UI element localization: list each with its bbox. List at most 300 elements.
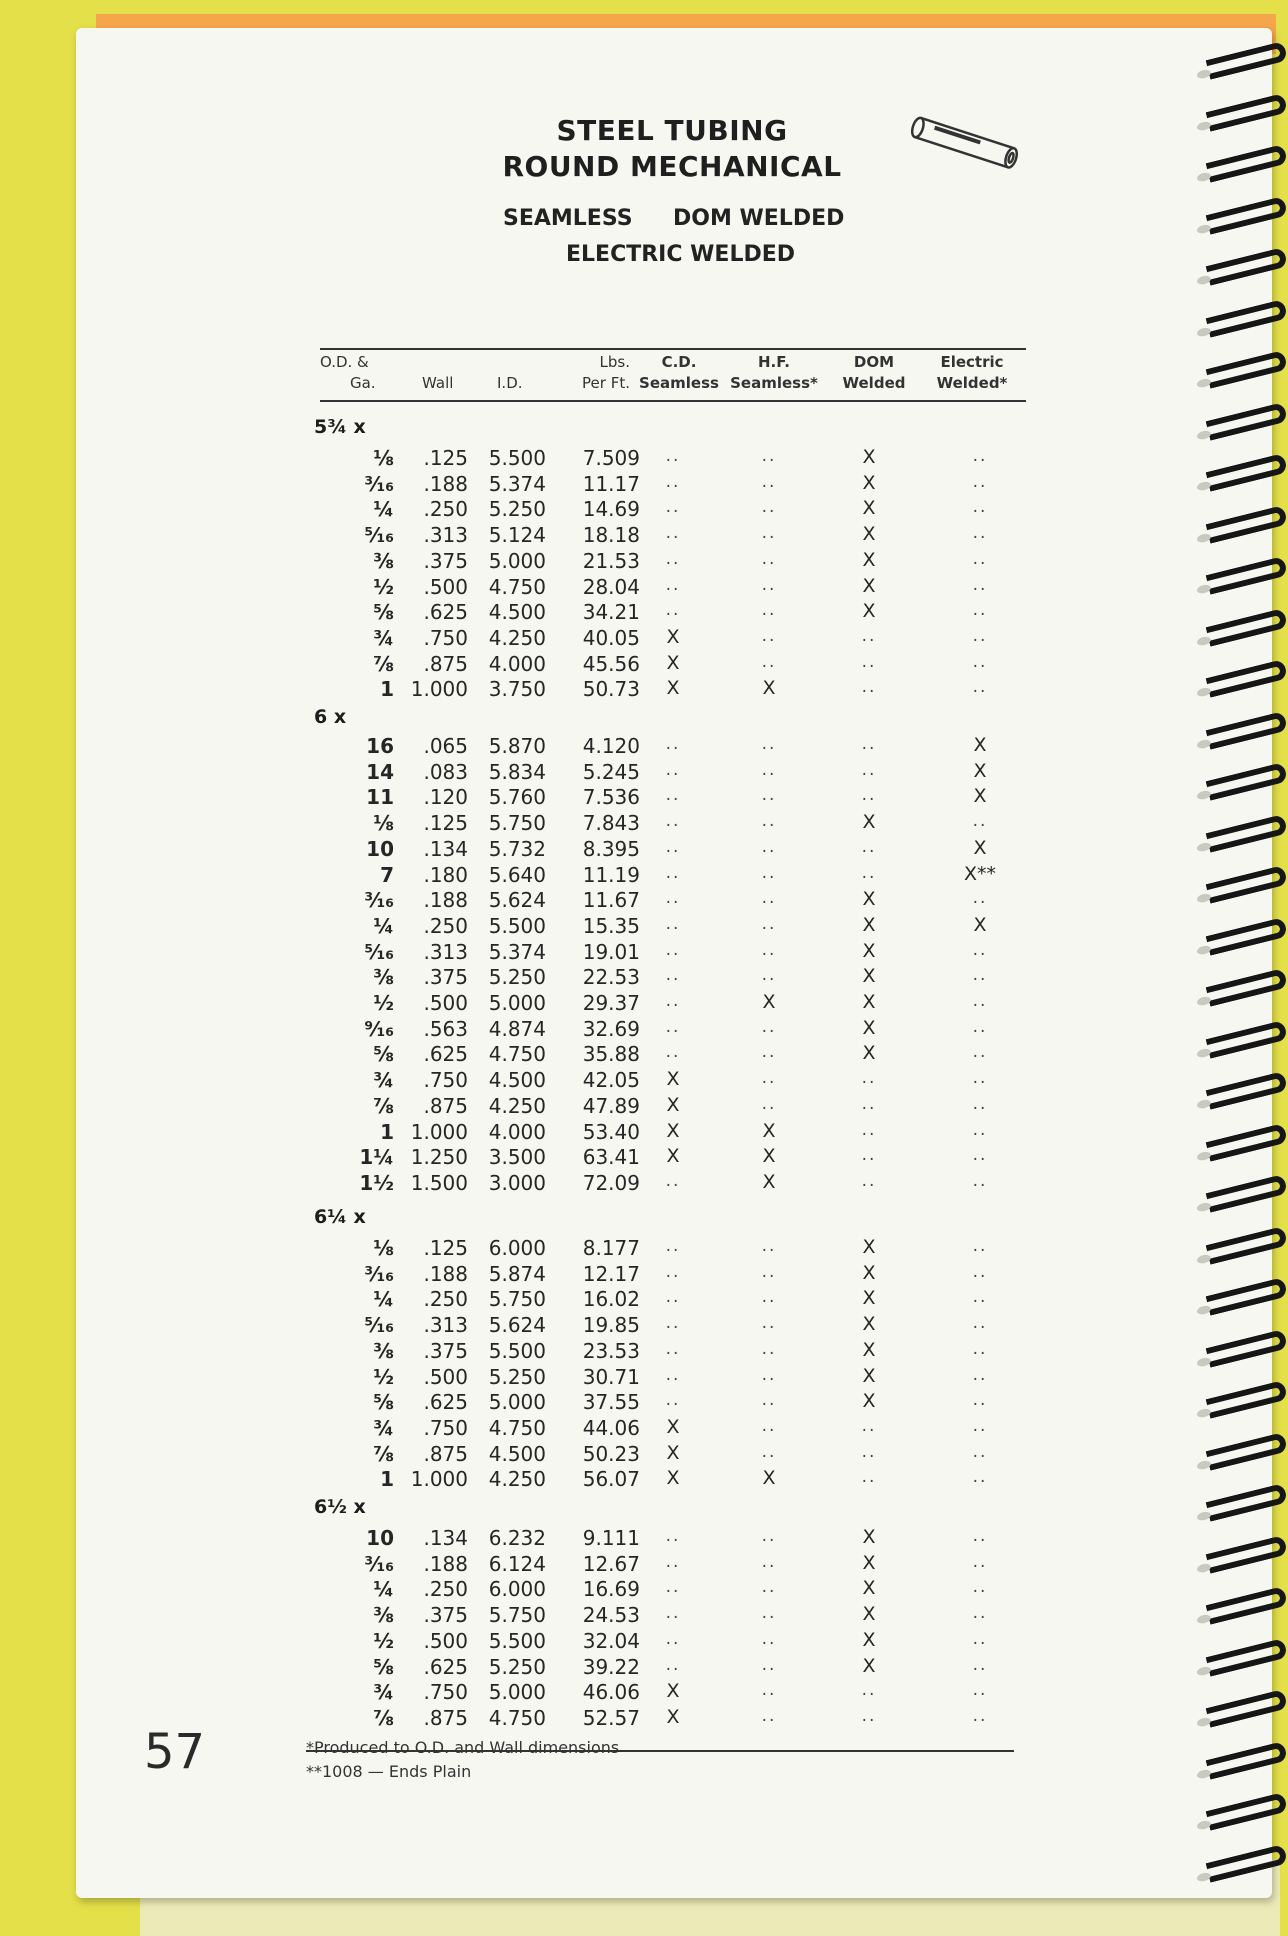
dom-welded-cell: X	[862, 471, 876, 494]
od-cell: ⅝	[373, 1390, 394, 1415]
cd-seamless-cell: ..	[665, 600, 681, 621]
id-cell: 5.750	[488, 811, 546, 836]
hf-seamless-cell: ..	[761, 446, 777, 466]
header-bottom-rule	[320, 400, 1026, 402]
hf-seamless-cell: ..	[761, 1415, 777, 1436]
cd-seamless-cell: ..	[665, 836, 681, 857]
electric-welded-cell: ..	[972, 1364, 988, 1385]
od-cell: ⅜	[373, 548, 394, 573]
cd-seamless-cell: ..	[665, 759, 681, 780]
electric-welded-cell: ..	[972, 1526, 988, 1546]
id-cell: 5.870	[488, 734, 546, 758]
od-cell: 11	[366, 785, 394, 810]
id-cell: 5.500	[488, 1338, 546, 1363]
dom-welded-cell: X	[862, 991, 876, 1013]
electric-welded-cell: ..	[972, 1093, 988, 1114]
dom-welded-cell: X	[862, 1261, 876, 1284]
od-cell: ³⁄₁₆	[364, 888, 394, 913]
electric-welded-cell: ..	[972, 1313, 988, 1334]
hf-seamless-cell: ..	[761, 836, 777, 857]
wall-cell: .500	[423, 574, 468, 599]
electric-welded-cell: ..	[972, 651, 988, 672]
dom-welded-cell: X	[862, 523, 876, 546]
weight-cell: 46.06	[582, 1680, 640, 1705]
hf-seamless-cell: ..	[761, 574, 777, 595]
hf-seamless-cell: ..	[761, 888, 777, 909]
col-lbs-header: Lbs. Per Ft.	[582, 353, 630, 392]
cd-seamless-cell: ..	[665, 1236, 681, 1256]
electric-welded-cell: ..	[972, 1390, 988, 1411]
hf-seamless-cell: X	[762, 1119, 776, 1142]
dom-welded-cell: X	[862, 888, 876, 911]
wall-cell: .750	[423, 1415, 468, 1440]
wall-cell: .180	[423, 862, 468, 887]
weight-cell: 40.05	[582, 625, 640, 650]
od-cell: ⅛	[373, 446, 394, 470]
cd-seamless-cell: X	[666, 1068, 680, 1091]
wall-cell: .188	[423, 471, 468, 496]
hf-seamless-cell: ..	[761, 1287, 777, 1308]
weight-cell: 12.17	[582, 1261, 640, 1286]
weight-cell: 16.69	[582, 1577, 640, 1602]
hf-seamless-cell: ..	[761, 471, 777, 492]
hf-seamless-cell: ..	[761, 1261, 777, 1282]
weight-cell: 30.71	[582, 1364, 640, 1389]
id-cell: 5.834	[488, 759, 546, 784]
weight-cell: 24.53	[582, 1603, 640, 1628]
group-label: 6 x	[314, 706, 347, 728]
footnote-produced: *Produced to O.D. and Wall dimensions	[306, 1738, 620, 1757]
electric-welded-cell: ..	[972, 1441, 988, 1462]
od-cell: ¾	[373, 1415, 394, 1440]
dom-welded-cell: ..	[861, 1145, 877, 1166]
dom-welded-cell: X	[862, 939, 876, 962]
wall-cell: 1.000	[410, 677, 468, 702]
hf-seamless-cell: ..	[761, 1441, 777, 1462]
weight-cell: 12.67	[582, 1551, 640, 1576]
cd-seamless-cell: X	[666, 1119, 680, 1142]
cd-seamless-cell: ..	[665, 862, 681, 883]
cd-seamless-cell: X	[666, 1441, 680, 1464]
electric-welded-cell: X	[973, 913, 987, 936]
od-cell: ½	[373, 991, 394, 1015]
wall-cell: 1.000	[410, 1467, 468, 1492]
dom-welded-cell: X	[862, 1236, 876, 1258]
wall-cell: .313	[423, 939, 468, 964]
hf-seamless-cell: ..	[761, 1705, 777, 1726]
od-cell: 16	[366, 734, 394, 758]
dom-welded-cell: X	[862, 1390, 876, 1413]
hf-seamless-cell: ..	[761, 548, 777, 569]
dom-welded-cell: X	[862, 913, 876, 936]
table-top-rule	[320, 348, 1026, 350]
id-cell: 3.000	[488, 1170, 546, 1195]
cd-seamless-cell: ..	[665, 523, 681, 544]
weight-cell: 5.245	[582, 759, 640, 784]
od-cell: ½	[373, 1364, 394, 1389]
id-cell: 4.500	[488, 1068, 546, 1093]
id-cell: 5.500	[488, 446, 546, 470]
od-cell: ¼	[373, 913, 394, 938]
wall-cell: .375	[423, 965, 468, 990]
hf-seamless-cell: ..	[761, 523, 777, 544]
od-cell: ½	[373, 1628, 394, 1653]
cd-seamless-cell: ..	[665, 574, 681, 595]
cd-seamless-cell: ..	[665, 1338, 681, 1359]
cd-seamless-cell: X	[666, 1705, 680, 1728]
hf-seamless-cell: ..	[761, 600, 777, 621]
wall-cell: .188	[423, 1261, 468, 1286]
hf-seamless-cell: ..	[761, 1313, 777, 1334]
dom-welded-cell: X	[862, 965, 876, 988]
steel-tube-icon	[908, 108, 1028, 188]
electric-welded-cell: ..	[972, 1628, 988, 1649]
cd-seamless-cell: ..	[665, 1603, 681, 1624]
od-cell: 1	[380, 677, 394, 702]
electric-welded-cell: ..	[972, 811, 988, 832]
dom-welded-cell: X	[862, 1287, 876, 1310]
hf-seamless-cell: ..	[761, 734, 777, 754]
electric-welded-cell: ..	[972, 574, 988, 595]
cd-seamless-cell: ..	[665, 991, 681, 1011]
hf-seamless-cell: ..	[761, 1390, 777, 1411]
cd-seamless-cell: ..	[665, 1016, 681, 1037]
electric-welded-cell: ..	[972, 1119, 988, 1140]
wall-cell: .250	[423, 913, 468, 938]
od-cell: 1¼	[359, 1145, 394, 1170]
weight-cell: 47.89	[582, 1093, 640, 1118]
wall-cell: .313	[423, 1313, 468, 1338]
od-cell: ¼	[373, 497, 394, 522]
group-label: 6½ x	[314, 1496, 366, 1518]
weight-cell: 63.41	[582, 1145, 640, 1170]
electric-welded-cell: X**	[963, 862, 997, 885]
weight-cell: 34.21	[582, 600, 640, 625]
electric-welded-cell: ..	[972, 1236, 988, 1256]
footnote-1008: **1008 — Ends Plain	[306, 1762, 472, 1781]
wall-cell: .188	[423, 888, 468, 913]
weight-cell: 37.55	[582, 1390, 640, 1415]
wall-cell: .875	[423, 1705, 468, 1730]
cd-seamless-cell: X	[666, 625, 680, 648]
hf-seamless-cell: ..	[761, 913, 777, 934]
id-cell: 5.750	[488, 1287, 546, 1312]
weight-cell: 56.07	[582, 1467, 640, 1492]
weight-cell: 44.06	[582, 1415, 640, 1440]
id-cell: 4.750	[488, 574, 546, 599]
hf-seamless-cell: ..	[761, 1093, 777, 1114]
od-cell: ⅛	[373, 811, 394, 836]
subtitle-seamless: SEAMLESS	[503, 206, 633, 231]
wall-cell: .250	[423, 497, 468, 522]
weight-cell: 11.17	[582, 471, 640, 496]
id-cell: 4.874	[488, 1016, 546, 1041]
id-cell: 4.250	[488, 1093, 546, 1118]
cd-seamless-cell: ..	[665, 1526, 681, 1546]
dom-welded-cell: ..	[861, 1068, 877, 1089]
electric-welded-cell: ..	[972, 1705, 988, 1726]
electric-welded-cell: ..	[972, 1680, 988, 1701]
col-wall-header: Wall	[422, 374, 454, 392]
wall-cell: .875	[423, 651, 468, 676]
dom-welded-cell: ..	[861, 1680, 877, 1701]
electric-welded-cell: X	[973, 785, 987, 808]
electric-welded-cell: ..	[972, 600, 988, 621]
id-cell: 5.124	[488, 523, 546, 548]
cd-seamless-cell: ..	[665, 1654, 681, 1675]
electric-welded-cell: ..	[972, 548, 988, 569]
weight-cell: 19.85	[582, 1313, 640, 1338]
id-cell: 4.750	[488, 1705, 546, 1730]
dom-welded-cell: X	[862, 1654, 876, 1677]
wall-cell: .120	[423, 785, 468, 810]
weight-cell: 7.509	[582, 446, 640, 470]
col-hf-seamless-header: H.F. Seamless*	[730, 353, 818, 392]
dom-welded-cell: X	[862, 1551, 876, 1574]
id-cell: 5.624	[488, 1313, 546, 1338]
wall-cell: .750	[423, 625, 468, 650]
od-cell: ¼	[373, 1287, 394, 1312]
weight-cell: 32.04	[582, 1628, 640, 1653]
hf-seamless-cell: ..	[761, 1577, 777, 1598]
weight-cell: 14.69	[582, 497, 640, 522]
dom-welded-cell: ..	[861, 625, 877, 646]
electric-welded-cell: ..	[972, 1145, 988, 1166]
id-cell: 4.000	[488, 651, 546, 676]
wall-cell: .625	[423, 1390, 468, 1415]
id-cell: 4.750	[488, 1415, 546, 1440]
cd-seamless-cell: ..	[665, 734, 681, 754]
weight-cell: 52.57	[582, 1705, 640, 1730]
od-cell: 1½	[359, 1170, 394, 1195]
wall-cell: .250	[423, 1287, 468, 1312]
dom-welded-cell: ..	[861, 759, 877, 780]
dom-welded-cell: ..	[861, 651, 877, 672]
cd-seamless-cell: ..	[665, 548, 681, 569]
dom-welded-cell: X	[862, 1526, 876, 1548]
electric-welded-cell: ..	[972, 991, 988, 1011]
id-cell: 4.250	[488, 1467, 546, 1492]
col-id-header: I.D.	[497, 374, 523, 392]
wall-cell: .250	[423, 1577, 468, 1602]
cd-seamless-cell: ..	[665, 1042, 681, 1063]
id-cell: 5.874	[488, 1261, 546, 1286]
id-cell: 5.760	[488, 785, 546, 810]
id-cell: 5.250	[488, 497, 546, 522]
od-cell: ⁵⁄₁₆	[364, 523, 394, 548]
hf-seamless-cell: ..	[761, 811, 777, 832]
col-dom-welded-header: DOM Welded	[842, 353, 906, 392]
weight-cell: 23.53	[582, 1338, 640, 1363]
hf-seamless-cell: ..	[761, 1680, 777, 1701]
id-cell: 6.000	[488, 1577, 546, 1602]
od-cell: ⅝	[373, 1042, 394, 1067]
wall-cell: 1.000	[410, 1119, 468, 1144]
dom-welded-cell: X	[862, 600, 876, 623]
weight-cell: 42.05	[582, 1068, 640, 1093]
hf-seamless-cell: ..	[761, 1068, 777, 1089]
weight-cell: 8.395	[582, 836, 640, 861]
title-line-1: STEEL TUBING	[556, 114, 788, 147]
dom-welded-cell: ..	[861, 1119, 877, 1140]
electric-welded-cell: ..	[972, 1415, 988, 1436]
wall-cell: .750	[423, 1680, 468, 1705]
page-number: 57	[144, 1724, 206, 1780]
cd-seamless-cell: ..	[665, 1628, 681, 1649]
wall-cell: .875	[423, 1093, 468, 1118]
title-line-2: ROUND MECHANICAL	[502, 150, 842, 183]
weight-cell: 8.177	[582, 1236, 640, 1260]
cd-seamless-cell: ..	[665, 1261, 681, 1282]
id-cell: 3.500	[488, 1145, 546, 1170]
od-cell: 10	[366, 1526, 394, 1550]
dom-welded-cell: X	[862, 811, 876, 834]
dom-welded-cell: X	[862, 1603, 876, 1626]
dom-welded-cell: ..	[861, 836, 877, 857]
id-cell: 4.000	[488, 1119, 546, 1144]
electric-welded-cell: ..	[972, 1068, 988, 1089]
electric-welded-cell: ..	[972, 1170, 988, 1191]
dom-welded-cell: ..	[861, 1705, 877, 1726]
od-cell: 1	[380, 1119, 394, 1144]
dom-welded-cell: X	[862, 548, 876, 571]
od-cell: 7	[380, 862, 394, 887]
dom-welded-cell: X	[862, 1338, 876, 1361]
dom-welded-cell: X	[862, 574, 876, 597]
dom-welded-cell: ..	[861, 1441, 877, 1462]
cd-seamless-cell: ..	[665, 471, 681, 492]
electric-welded-cell: ..	[972, 1467, 988, 1488]
wall-cell: .500	[423, 1628, 468, 1653]
wall-cell: .125	[423, 446, 468, 470]
hf-seamless-cell: ..	[761, 1042, 777, 1063]
id-cell: 5.374	[488, 471, 546, 496]
weight-cell: 11.67	[582, 888, 640, 913]
id-cell: 5.624	[488, 888, 546, 913]
cd-seamless-cell: ..	[665, 446, 681, 466]
wall-cell: 1.250	[410, 1145, 468, 1170]
electric-welded-cell: ..	[972, 523, 988, 544]
dom-welded-cell: X	[862, 497, 876, 520]
electric-welded-cell: X	[973, 759, 987, 782]
col-electric-welded-header: Electric Welded*	[936, 353, 1008, 392]
electric-welded-cell: ..	[972, 1603, 988, 1624]
dom-welded-cell: ..	[861, 1467, 877, 1488]
electric-welded-cell: X	[973, 836, 987, 859]
cd-seamless-cell: X	[666, 1467, 680, 1490]
cd-seamless-cell: ..	[665, 965, 681, 986]
dom-welded-cell: X	[862, 1016, 876, 1039]
hf-seamless-cell: ..	[761, 1603, 777, 1624]
hf-seamless-cell: X	[762, 677, 776, 700]
cd-seamless-cell: X	[666, 1093, 680, 1116]
od-cell: ³⁄₁₆	[364, 1261, 394, 1286]
weight-cell: 11.19	[582, 862, 640, 887]
hf-seamless-cell: ..	[761, 759, 777, 780]
od-cell: ⅞	[373, 1441, 394, 1466]
weight-cell: 21.53	[582, 548, 640, 573]
hf-seamless-cell: ..	[761, 625, 777, 646]
hf-seamless-cell: ..	[761, 862, 777, 883]
od-cell: ½	[373, 574, 394, 599]
weight-cell: 18.18	[582, 523, 640, 548]
id-cell: 4.750	[488, 1042, 546, 1067]
hf-seamless-cell: ..	[761, 1628, 777, 1649]
weight-cell: 29.37	[582, 991, 640, 1015]
od-cell: ⅞	[373, 651, 394, 676]
wall-cell: .313	[423, 523, 468, 548]
electric-welded-cell: ..	[972, 1654, 988, 1675]
hf-seamless-cell: ..	[761, 1364, 777, 1385]
od-cell: ³⁄₁₆	[364, 1551, 394, 1576]
subtitle-dom-welded: DOM WELDED	[673, 206, 845, 231]
id-cell: 5.500	[488, 913, 546, 938]
id-cell: 5.000	[488, 991, 546, 1015]
id-cell: 6.232	[488, 1526, 546, 1550]
weight-cell: 39.22	[582, 1654, 640, 1679]
od-cell: ⅛	[373, 1236, 394, 1260]
cd-seamless-cell: ..	[665, 1577, 681, 1598]
col-cd-seamless-header: C.D. Seamless	[639, 353, 719, 392]
hf-seamless-cell: ..	[761, 1338, 777, 1359]
electric-welded-cell: ..	[972, 888, 988, 909]
electric-welded-cell: ..	[972, 1577, 988, 1598]
id-cell: 5.000	[488, 548, 546, 573]
dom-welded-cell: X	[862, 1577, 876, 1600]
cd-seamless-cell: X	[666, 651, 680, 674]
hf-seamless-cell: ..	[761, 1236, 777, 1256]
cd-seamless-cell: X	[666, 677, 680, 700]
wall-cell: .134	[423, 836, 468, 861]
weight-cell: 28.04	[582, 574, 640, 599]
dom-welded-cell: ..	[861, 785, 877, 806]
weight-cell: 32.69	[582, 1016, 640, 1041]
weight-cell: 7.536	[582, 785, 640, 810]
id-cell: 4.250	[488, 625, 546, 650]
wall-cell: .625	[423, 600, 468, 625]
id-cell: 3.750	[488, 677, 546, 702]
od-cell: ⁵⁄₁₆	[364, 1313, 394, 1338]
weight-cell: 15.35	[582, 913, 640, 938]
dom-welded-cell: ..	[861, 677, 877, 698]
hf-seamless-cell: X	[762, 1170, 776, 1193]
group-label: 6¼ x	[314, 1206, 366, 1228]
electric-welded-cell: ..	[972, 446, 988, 466]
wall-cell: .125	[423, 1236, 468, 1260]
cd-seamless-cell: ..	[665, 785, 681, 806]
cd-seamless-cell: ..	[665, 1551, 681, 1572]
id-cell: 5.750	[488, 1603, 546, 1628]
wall-cell: .875	[423, 1441, 468, 1466]
wall-cell: .188	[423, 1551, 468, 1576]
weight-cell: 45.56	[582, 651, 640, 676]
electric-welded-cell: ..	[972, 677, 988, 698]
dom-welded-cell: ..	[861, 1170, 877, 1191]
cd-seamless-cell: X	[666, 1680, 680, 1703]
hf-seamless-cell: ..	[761, 1551, 777, 1572]
electric-welded-cell: ..	[972, 471, 988, 492]
electric-welded-cell: ..	[972, 1261, 988, 1282]
wall-cell: .500	[423, 991, 468, 1015]
id-cell: 5.374	[488, 939, 546, 964]
od-cell: 10	[366, 836, 394, 861]
electric-welded-cell: ..	[972, 625, 988, 646]
wall-cell: 1.500	[410, 1170, 468, 1195]
cd-seamless-cell: ..	[665, 1170, 681, 1191]
od-cell: ⅜	[373, 965, 394, 990]
hf-seamless-cell: ..	[761, 651, 777, 672]
id-cell: 5.250	[488, 1654, 546, 1679]
